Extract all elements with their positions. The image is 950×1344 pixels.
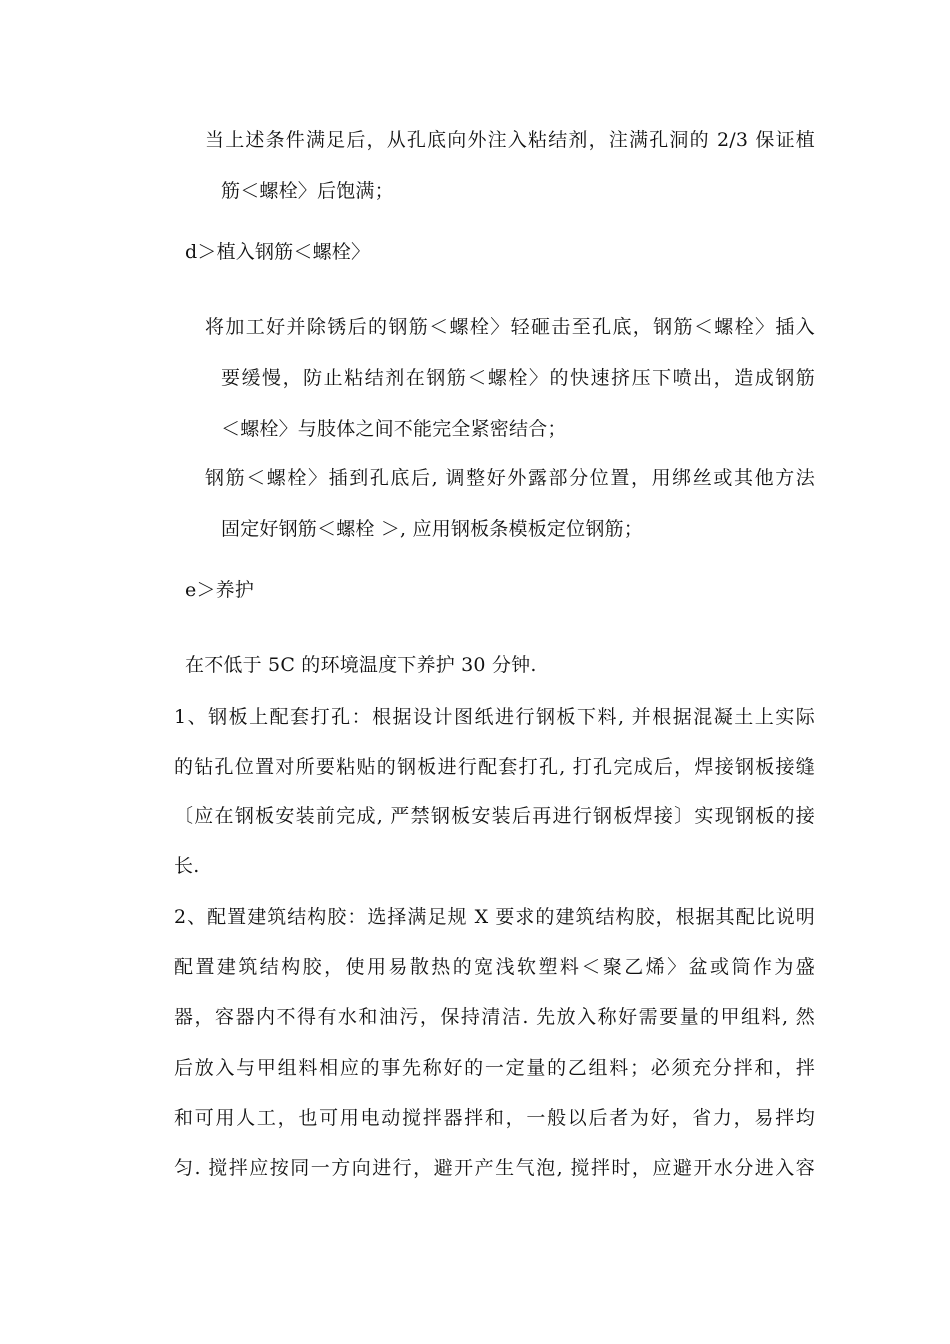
paragraph-line: 2、配置建筑结构胶：选择满足规 X 要求的建筑结构胶，根据其配比说明 — [174, 906, 815, 928]
paragraph-line: 筋＜螺栓〉后饱满； — [221, 180, 394, 202]
section-heading: e＞养护 — [185, 579, 255, 601]
paragraph-line: 长. — [174, 855, 200, 877]
paragraph-line: ＜螺栓〉与肢体之间不能完全紧密结合； — [221, 418, 567, 440]
paragraph-line: 1、钢板上配套打孔：根据设计图纸进行钢板下料, 并根据混凝土上实际 — [174, 706, 815, 728]
paragraph-line: 匀. 搅拌应按同一方向进行，避开产生气泡, 搅拌时，应避开水分进入容 — [174, 1157, 815, 1179]
paragraph-line: 〔应在钢板安装前完成, 严禁钢板安装后再进行钢板焊接〕实现钢板的接 — [174, 805, 815, 827]
paragraph-line: 要缓慢，防止粘结剂在钢筋＜螺栓〉的快速挤压下喷出，造成钢筋 — [221, 367, 815, 389]
paragraph-line: 在不低于 5C 的环境温度下养护 30 分钟. — [185, 654, 537, 676]
paragraph-line: 配置建筑结构胶，使用易散热的宽浅软塑料＜聚乙烯〉盆或筒作为盛 — [174, 956, 815, 978]
paragraph-line: 后放入与甲组料相应的事先称好的一定量的乙组料；必须充分拌和，拌 — [174, 1057, 815, 1079]
paragraph-line: 将加工好并除锈后的钢筋＜螺栓〉轻砸击至孔底，钢筋＜螺栓〉插入 — [205, 316, 815, 338]
paragraph-line: 固定好钢筋＜螺栓 ＞, 应用钢板条模板定位钢筋； — [221, 518, 643, 540]
paragraph-line: 和可用人工，也可用电动搅拌器拌和，一般以后者为好，省力，易拌均 — [174, 1107, 815, 1129]
paragraph-line: 器，容器内不得有水和油污，保持清洁. 先放入称好需要量的甲组料, 然 — [174, 1006, 815, 1028]
paragraph-line: 钢筋＜螺栓〉插到孔底后, 调整好外露部分位置，用绑丝或其他方法 — [205, 467, 815, 489]
paragraph-line: 的钻孔位置对所要粘贴的钢板进行配套打孔, 打孔完成后，焊接钢板接缝 — [174, 756, 815, 778]
paragraph-line: 当上述条件满足后，从孔底向外注入粘结剂，注满孔洞的 2/3 保证植 — [205, 129, 815, 151]
section-heading: d＞植入钢筋＜螺栓〉 — [185, 241, 371, 263]
